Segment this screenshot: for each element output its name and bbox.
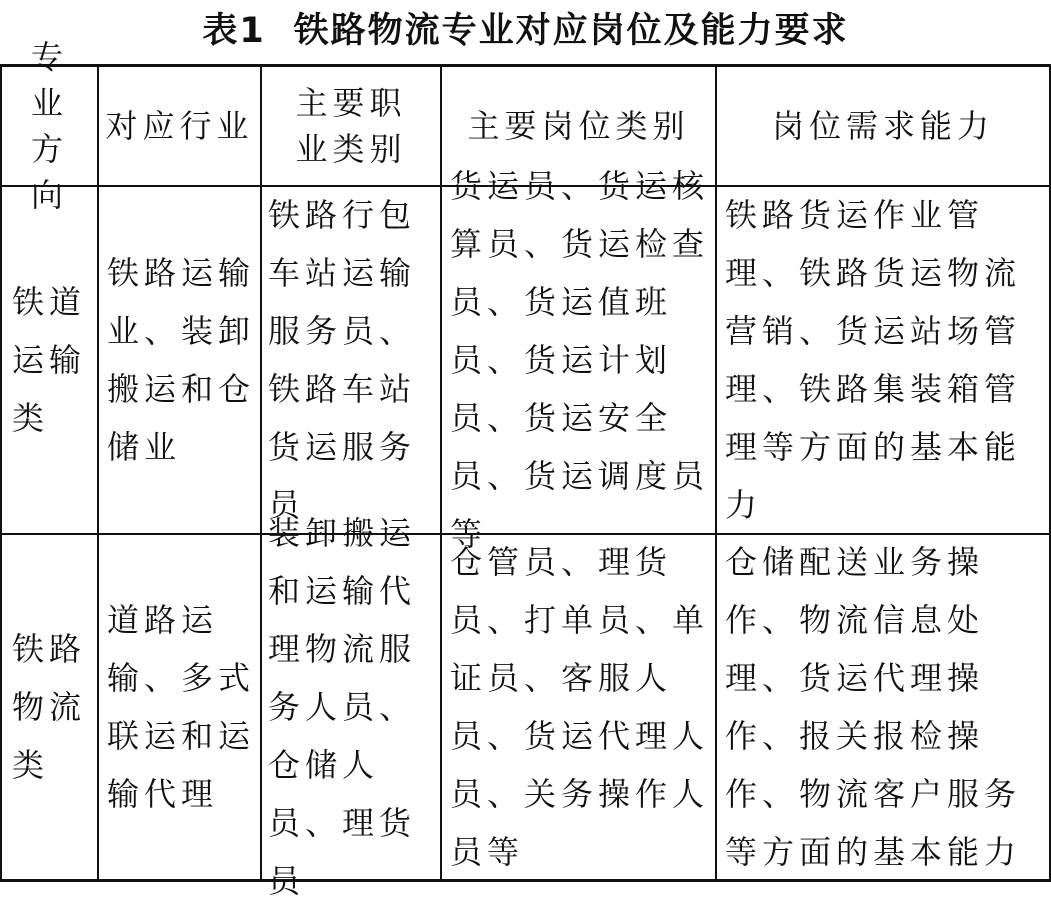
header-abilities: 岗位需求能力 [771,107,994,145]
row2-positions: 仓管员、理货员、打单员、单证员、客服人员、货运代理人员、关务操作人员等 [450,543,710,871]
table-title-text: 铁路物流专业对应岗位及能力要求 [293,11,849,51]
row1-abilities: 铁路货运作业管理、铁路货运物流营销、货运站场管理、铁路集装箱管理等方面的基本能力 [725,196,1022,524]
header-direction: 专业方向 [30,38,68,214]
table-number: 表1 [202,11,266,51]
row2-industry: 道路运输、多式联运和运输代理 [107,601,256,813]
row2-abilities: 仓储配送业务操作、物流信息处理、货运代理操作、报关报检操作、物流客户服务等方面的基本能力 [725,543,1022,871]
table-title [0,6,1051,56]
row2-occupation: 装卸搬运和运输代理物流服务人员、仓储人员、理货员 [268,514,417,900]
header-occupation: 主要职业类别 [295,84,407,168]
row2-direction: 铁路物流类 [12,630,87,784]
row1-direction: 铁道运输类 [12,283,87,437]
header-positions: 主要岗位类别 [467,107,690,145]
row1-industry: 铁路运输业、装卸搬运和仓储业 [107,254,256,466]
row1-occupation: 铁路行包车站运输服务员、铁路车站货运服务员 [268,196,417,524]
row1-positions: 货运员、货运核算员、货运检查员、货运值班员、货运计划员、货运安全员、货运调度员等 [450,167,710,553]
header-industry: 对应行业 [105,107,254,145]
